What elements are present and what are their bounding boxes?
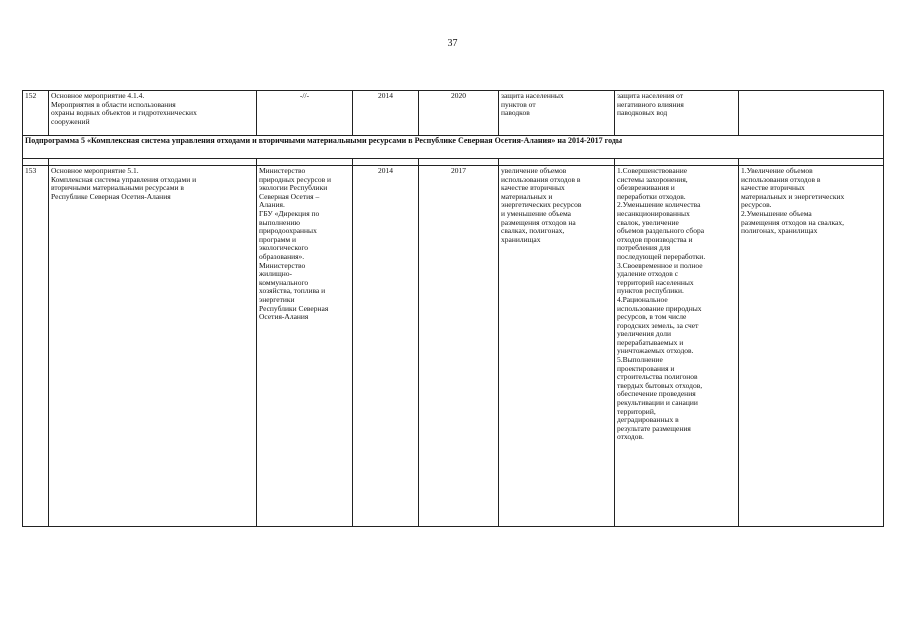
cell-line: Министерство: [259, 166, 306, 175]
cell-line: Алания.: [259, 200, 285, 210]
cell-line: и уменьшение объема: [501, 208, 571, 218]
start-year: 2014: [353, 91, 419, 136]
page-number: 37: [447, 38, 458, 49]
cell-line: хозяйства, топлива и: [259, 286, 326, 296]
cell-line: паводковых вод: [617, 108, 668, 118]
cell-line: отходов производства и: [617, 234, 693, 244]
consequence: [615, 166, 739, 527]
cell-line: сооружений: [51, 116, 90, 126]
row-number: 153: [23, 166, 49, 527]
cell-line: экологического: [259, 243, 308, 253]
cell-line: перерабатываемых и: [617, 337, 684, 347]
cell-line: выполнению: [259, 217, 300, 227]
cell-line: результате размещения: [617, 423, 691, 433]
cell-line: природоохранных: [259, 226, 317, 236]
measure-name: [49, 166, 257, 527]
cell-line: Основное мероприятие 4.1.4.: [51, 91, 145, 100]
cell-line: качестве вторичных: [501, 183, 565, 193]
cell-line: Республики Северная: [259, 303, 329, 313]
cell-line: материальных и энергетических: [741, 191, 845, 201]
cell-line: программ и: [259, 234, 297, 244]
cell-line: твердых бытовых отходов,: [617, 380, 703, 390]
cell-line: 1.Увеличение объемов: [741, 166, 813, 175]
row-number: 152: [23, 91, 49, 136]
cell-line: деградированных в: [617, 415, 679, 425]
cell-line: уничтожаемых отходов.: [617, 346, 694, 356]
cell-line: обеспечение проведения: [617, 389, 696, 399]
cell-line: увеличения доли: [617, 329, 672, 339]
cell-line: использование природных: [617, 303, 702, 313]
expected-result: [499, 166, 615, 527]
cell-line: городских земель, за счет: [617, 320, 699, 330]
end-year: 2017: [419, 166, 499, 527]
cell-line: потребления для: [617, 243, 671, 253]
cell-line: 2.Уменьшение количества: [617, 200, 701, 210]
cell-line: охраны водных объектов и гидротехнических: [51, 108, 197, 118]
cell-line: использования отходов в: [501, 174, 581, 184]
indicator-link: [739, 166, 884, 527]
cell-line: 1.Совершенствование: [617, 166, 688, 175]
cell-line: отходов.: [617, 432, 644, 442]
executor: [257, 91, 353, 136]
table-row: [23, 166, 884, 527]
cell-line: использования отходов в: [741, 174, 821, 184]
cell-line: рекультивации и санации: [617, 398, 698, 408]
cell-line: ГБУ «Дирекция по: [259, 208, 320, 218]
cell-line: Комплексная система управления отходами и: [51, 174, 197, 184]
cell-line: негативного влияния: [617, 99, 684, 109]
cell-line: размещения отходов на: [501, 217, 576, 227]
cell-line: экологии Республики: [259, 183, 328, 193]
cell-line: коммунального: [259, 277, 309, 287]
consequence: [615, 91, 739, 136]
expected-result: [499, 91, 615, 136]
cell-line: пунктов от: [501, 99, 536, 109]
cell-line: полигонах, хранилищах: [741, 226, 818, 236]
cell-line: свалках, полигонах,: [501, 226, 565, 236]
cell-line: защита населения от: [617, 91, 684, 100]
cell-line: паводков: [501, 108, 530, 118]
cell-line: 5.Выполнение: [617, 355, 663, 365]
cell-line: материальных и: [501, 191, 553, 201]
cell-line: ресурсов.: [741, 200, 772, 210]
cell-line: защита населенных: [501, 91, 564, 100]
executor: [257, 166, 353, 527]
cell-line: системы захоронения,: [617, 174, 688, 184]
cell-line: качестве вторичных: [741, 183, 805, 193]
cell-line: Министерство: [259, 260, 306, 270]
cell-line: переработки отходов.: [617, 191, 686, 201]
indicator-link: [739, 91, 884, 136]
cell-line: образования».: [259, 251, 305, 261]
cell-line: природных ресурсов и: [259, 174, 332, 184]
program-table: [22, 90, 884, 527]
cell-line: вторичными материальными ресурсами в: [51, 183, 184, 193]
cell-line: обезвреживания и: [617, 183, 675, 193]
cell-line: проектирования и: [617, 363, 675, 373]
cell-line: энергетических ресурсов: [501, 200, 582, 210]
cell-line: 2.Уменьшение объема: [741, 208, 812, 218]
measure-name: [49, 91, 257, 136]
cell-line: энергетики: [259, 294, 295, 304]
cell-line: пунктов республики.: [617, 286, 684, 296]
cell-line: Мероприятия в области использования: [51, 99, 176, 109]
cell-line: хранилищах: [501, 234, 541, 244]
cell-line: Осетия-Алания: [259, 312, 309, 322]
cell-line: территорий населенных: [617, 277, 694, 287]
cell-line: свалок, увеличение: [617, 217, 679, 227]
cell-line: -//-: [299, 91, 310, 100]
cell-line: Республике Северная Осетия-Алания: [51, 191, 171, 201]
cell-line: строительства полигонов: [617, 372, 698, 382]
cell-line: жилищно-: [259, 269, 292, 279]
cell-line: Основное мероприятие 5.1.: [51, 166, 139, 175]
cell-line: объемов раздельного сбора: [617, 226, 705, 236]
table-row: [23, 91, 884, 136]
subprogram-heading: Подпрограмма 5 «Комплексная система управления отходами и вторичными материальными ресурсами в Республике Северная Осетия-Алания» на 2014-2017 годы: [23, 136, 884, 159]
start-year: 2014: [353, 166, 419, 527]
cell-line: территорий,: [617, 406, 656, 416]
cell-line: Северная Осетия –: [259, 191, 320, 201]
cell-line: несанкционированных: [617, 208, 690, 218]
cell-line: увеличение объемов: [501, 166, 567, 175]
cell-line: последующей переработки.: [617, 251, 706, 261]
cell-line: удаление отходов с: [617, 269, 679, 279]
cell-line: размещения отходов на свалках,: [741, 217, 844, 227]
cell-line: 3.Своевременное и полное: [617, 260, 703, 270]
cell-line: ресурсов, в том числе: [617, 312, 687, 322]
end-year: 2020: [419, 91, 499, 136]
cell-line: 4.Рациональное: [617, 294, 668, 304]
